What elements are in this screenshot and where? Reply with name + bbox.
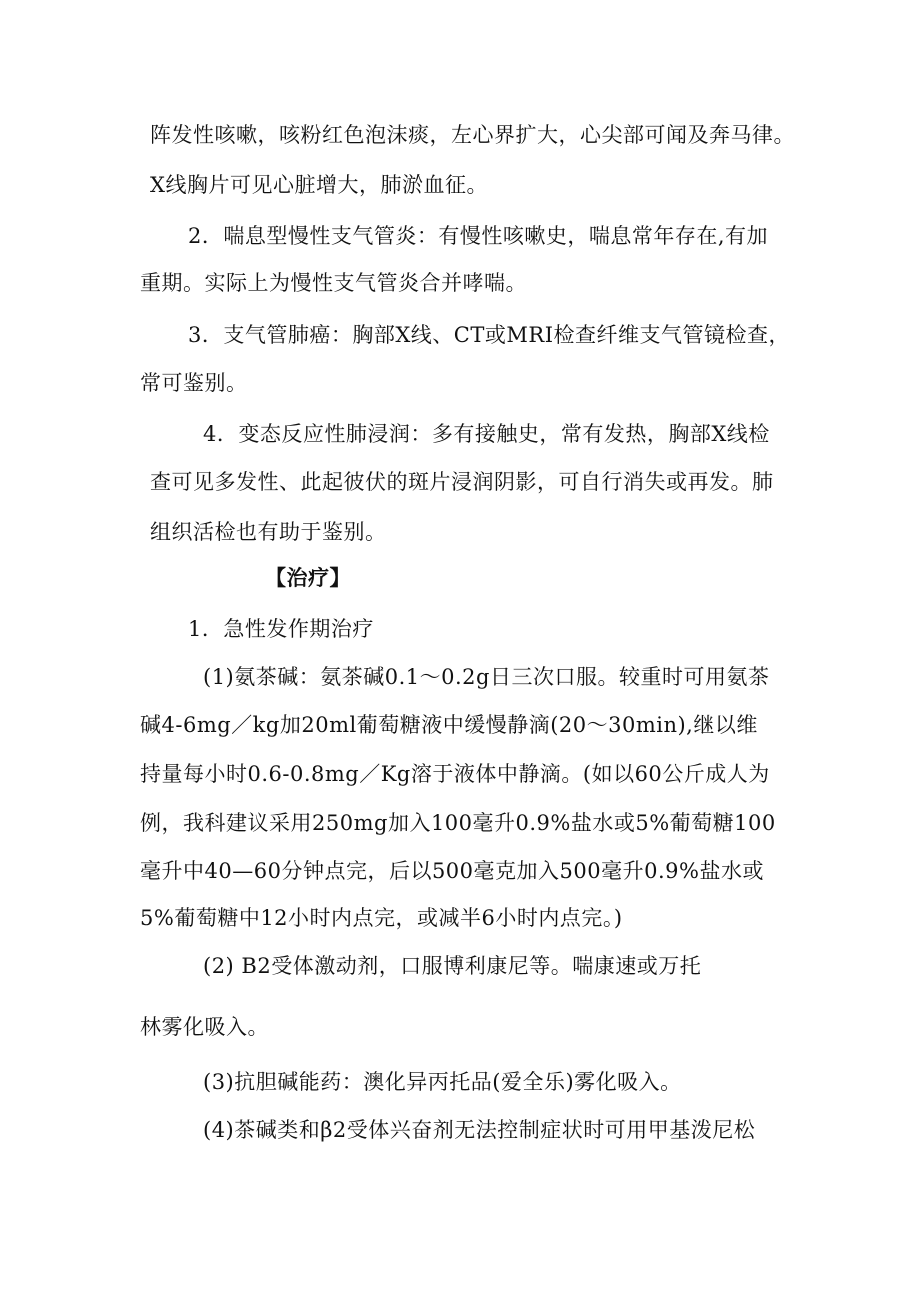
text-line: (1)氨茶碱：氨茶碱0.1～0.2g日三次口服。较重时可用氨茶 — [203, 665, 770, 689]
text-line: 常可鉴别。 — [140, 371, 248, 395]
text-line: (3)抗胆碱能药：澳化异丙托品(爱全乐)雾化吸入。 — [203, 1070, 682, 1094]
text-line: 4．变态反应性肺浸润：多有接触史，常有发热，胸部X线检 — [203, 422, 770, 446]
text-line: 组织活检也有助于鉴别。 — [150, 520, 387, 544]
text-line: 持量每小时0.6-0.8mg／Kg溶于液体中静滴。(如以60公斤成人为 — [140, 762, 770, 786]
text-line: 查可见多发性、此起彼伏的斑片浸润阴影，可自行消失或再发。肺 — [150, 470, 774, 494]
text-line: 1．急性发作期治疗 — [188, 617, 374, 641]
text-line: 5%葡萄糖中12小时内点完，或减半6小时内点完。) — [140, 906, 623, 930]
section-heading: 【治疗】 — [265, 566, 351, 590]
text-line: 例，我科建议采用250mg加入100毫升0.9%盐水或5%葡萄糖100 — [140, 811, 776, 835]
text-line: 阵发性咳嗽，咳粉红色泡沫痰，左心界扩大，心尖部可闻及奔马律。 — [150, 123, 795, 147]
text-line: (2) B2受体激动剂，口服博利康尼等。喘康速或万托 — [203, 954, 702, 978]
text-line: 碱4-6mg／kg加20ml葡萄糖液中缓慢静滴(20～30min),继以维 — [140, 713, 758, 737]
text-line: (4)茶碱类和β2受体兴奋剂无法控制症状时可用甲基泼尼松 — [203, 1118, 756, 1142]
text-line: 重期。实际上为慢性支气管炎合并哮喘。 — [140, 271, 527, 295]
text-line: X线胸片可见心脏增大，肺淤血征。 — [150, 173, 488, 197]
text-line: 2．喘息型慢性支气管炎：有慢性咳嗽史，喘息常年存在,有加 — [188, 224, 769, 248]
text-line: 3．支气管肺癌：胸部X线、CT或MRI检查纤维支气管镜检查， — [188, 323, 790, 347]
text-line: 林雾化吸入。 — [140, 1015, 269, 1039]
text-line: 毫升中40—60分钟点完，后以500毫克加入500毫升0.9%盐水或 — [140, 859, 764, 883]
